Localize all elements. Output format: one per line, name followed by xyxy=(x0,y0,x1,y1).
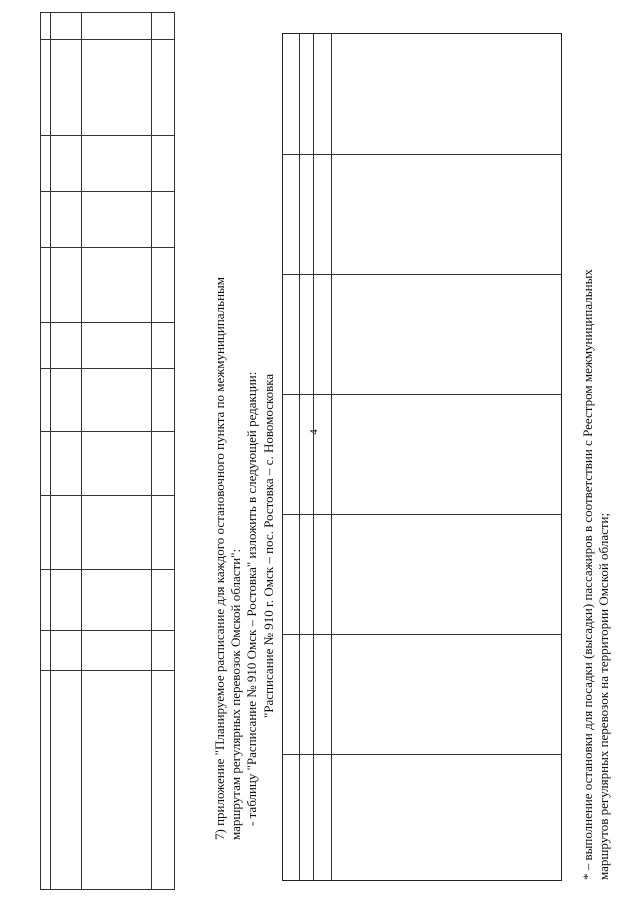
paragraph-intro: 7) приложение "Планируемое расписание для каждого остановочного пункта по межмуниципальным xyxy=(212,277,227,840)
schedule-title: "Расписание № 910 г. Омск – пос. Ростовка – с. Новомосковка xyxy=(261,373,276,718)
table-divider xyxy=(283,274,561,275)
schedule-table xyxy=(282,33,562,881)
table-divider xyxy=(283,154,561,155)
footnote: * – выполнение остановки для посадки (высадки) пассажиров в соответствии с Реестром межмуниципальных xyxy=(580,269,595,880)
paragraph-instruction: - таблицу "Расписание № 910 Омск – Ростовка" изложить в следующей редакции: xyxy=(244,371,259,826)
table-divider xyxy=(41,322,174,323)
table-divider xyxy=(41,630,174,631)
table-divider xyxy=(41,495,174,496)
table-divider xyxy=(41,191,174,192)
table-divider xyxy=(41,368,174,369)
table-divider xyxy=(41,247,174,248)
table-divider xyxy=(81,13,82,889)
table-divider xyxy=(283,394,561,395)
table-divider xyxy=(283,754,561,755)
table-divider xyxy=(41,135,174,136)
continued-table xyxy=(40,12,175,890)
table-divider xyxy=(41,670,174,671)
table-divider xyxy=(283,634,561,635)
page-number: 4 xyxy=(307,429,320,435)
table-divider xyxy=(50,13,51,889)
table-divider xyxy=(151,13,152,889)
table-divider xyxy=(283,514,561,515)
footnote-cont: маршрутов регулярных перевозок на территории Омской области; xyxy=(596,512,611,880)
table-divider xyxy=(41,431,174,432)
table-divider xyxy=(41,39,174,40)
paragraph-intro-cont: маршрутам регулярных перевозок Омской области": xyxy=(228,548,243,840)
table-divider xyxy=(41,569,174,570)
